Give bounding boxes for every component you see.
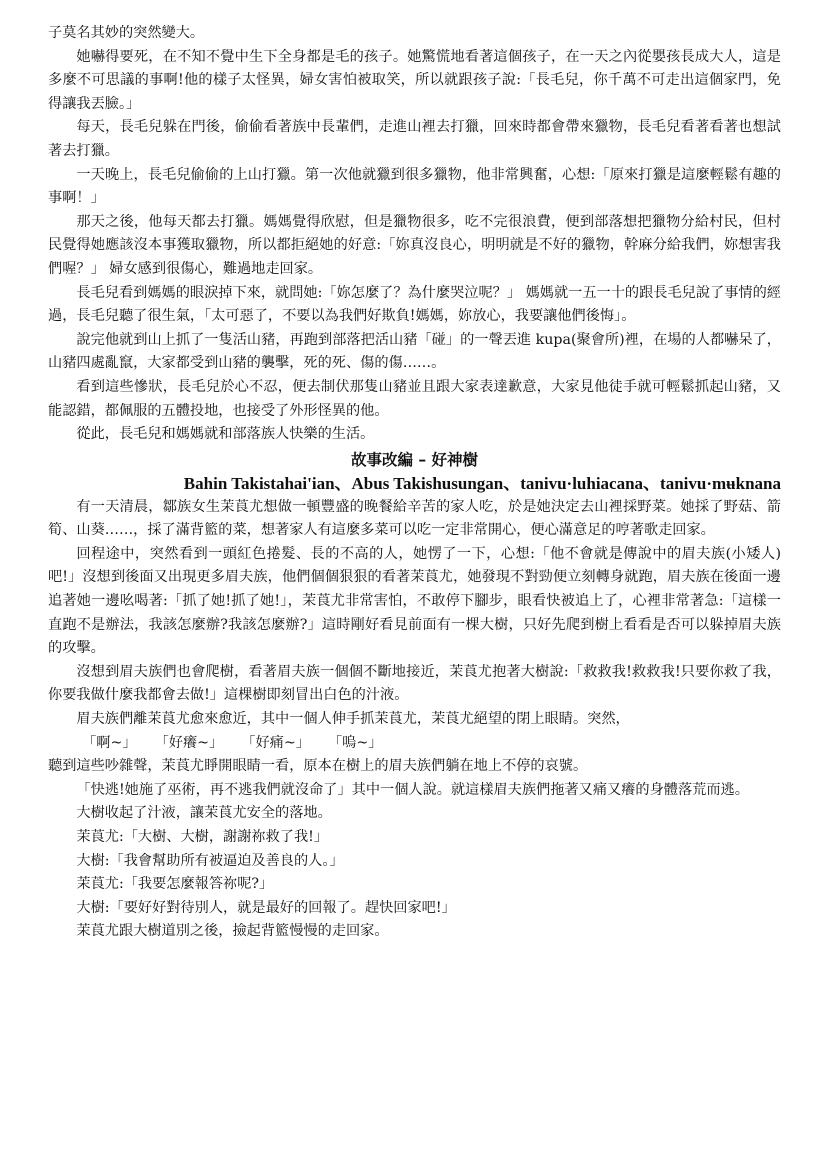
paragraph: 聽到這些吵雜聲，茉莨尤睜開眼睛一看，原本在樹上的眉夫族們躺在地上不停的哀號。 bbox=[48, 758, 588, 775]
paragraph: 長毛兒看到媽媽的眼淚掉下來，就問她:「妳怎麼了？為什麼哭泣呢？」 媽媽就一五一十的跟長毛兒說了事情的經過，長毛兒聽了很生氣，「太可惡了，不要以為我們好欺負!媽媽，妳放心，我要讓他們後悔」。 bbox=[48, 284, 781, 325]
dialogue-line: 茉莨尤跟大樹道別之後，撿起背籃慢慢的走回家。 bbox=[76, 923, 389, 940]
section-heading: 故事改編 – 好神樹 bbox=[350, 449, 479, 469]
paragraph: 從此，長毛兒和媽媽就和部落族人快樂的生活。 bbox=[76, 426, 375, 443]
paragraph: 一天晚上，長毛兒偷偷的上山打獵。第一次他就獵到很多獵物，他非常興奮，心想:「原來打獵是這麼輕鬆有趣的事啊！」 bbox=[48, 166, 781, 207]
dialogue-line: 大樹:「我會幫助所有被逼迫及善良的人。」 bbox=[76, 852, 344, 869]
paragraph: 沒想到眉夫族們也會爬樹，看著眉夫族一個個不斷地接近，茉莨尤抱著大樹說:「救救我!救救我!只要你救了我，你要我做什麼我都會去做!」這棵樹即刻冒出白色的汁液。 bbox=[48, 663, 781, 704]
dialogue-line: 大樹:「要好好對待別人，就是最好的回報了。趕快回家吧!」 bbox=[76, 899, 456, 916]
paragraph: 說完他就到山上抓了一隻活山豬，再跑到部落把活山豬「碰」的一聲丟進 kupa(聚會所)裡，在場的人都嚇呆了，山豬四處亂竄，大家都受到山豬的襲擊，死的死、傷的傷……。 bbox=[48, 331, 781, 372]
paragraph: 每天，長毛兒躲在門後，偷偷看著族中長輩們，走進山裡去打獵，回來時都會帶來獵物，長毛兒看著看著也想試著去打獵。 bbox=[48, 119, 781, 159]
paragraph: 那天之後，他每天都去打獵。媽媽覺得欣慰，但是獵物很多，吃不完很浪費，便到部落想把獵物分給村民，但村民覺得她應該沒本事獲取獵物，所以都拒絕她的好意:「妳真沒良心，明明就是不好的獵物，幹麻分給我們，妳想害我們喔？」 婦女感到很傷心，難過地走回家。 bbox=[48, 213, 781, 277]
exclamation: 「好痛~」 bbox=[241, 734, 310, 751]
dialogue-line: 茉莨尤:「我要怎麼報答祢呢?」 bbox=[76, 876, 274, 893]
exclamation: 「啊~」 bbox=[82, 734, 137, 751]
paragraph: 有一天清晨，鄒族女生茉莨尤想做一頓豐盛的晚餐給辛苦的家人吃，於是她決定去山裡採野菜。她採了野菇、箭筍、山葵……，採了滿背籃的菜，想著家人有這麼多菜可以吃一定非常開心，便心滿意足的哼著歌走回家。 bbox=[48, 498, 781, 539]
dialogue-line: 大樹收起了汁液，讓茉莨尤安全的落地。 bbox=[76, 805, 332, 822]
exclamation: 「嗚~」 bbox=[327, 734, 383, 751]
paragraph: 眉夫族們離茉莨尤愈來愈近，其中一個人伸手抓茉莨尤，茉莨尤絕望的閉上眼睛。突然， bbox=[76, 711, 630, 728]
exclamation: 「好癢~」 bbox=[154, 734, 224, 751]
paragraph: 看到這些慘狀，長毛兒於心不忍，便去制伏那隻山豬並且跟大家表達歉意，大家見他徒手就可輕鬆抓起山豬，又能認錯，都佩服的五體投地，也接受了外形怪異的他。 bbox=[48, 378, 781, 419]
exclamation-line bbox=[48, 732, 781, 756]
paragraph: 「快逃!她施了巫術，再不逃我們就沒命了」其中一個人說。就這樣眉夫族們拖著又痛又癢的身體落荒而逃。 bbox=[76, 781, 749, 798]
paragraph: 她嚇得要死，在不知不覺中生下全身都是毛的孩子。她驚慌地看著這個孩子，在一天之內從嬰孩長成大人，這是多麼不可思議的事啊!他的樣子太怪異，婦女害怕被取笑，所以就跟孩子說:「長毛兒，你千萬不可走出這個家門，免得讓我丟臉。」 bbox=[48, 48, 781, 112]
paragraph: 回程途中，突然看到一頭紅色捲髮、長的不高的人，她愣了一下，心想:「他不會就是傳說中的眉夫族(小矮人)吧!」沒想到後面又出現更多眉夫族，他們個個狠狠的看著茉莨尤，她發現不對勁便立刻轉身就跑，眉夫族在後面一邊追著她一邊吆喝著:「抓了她!抓了她!」，茉莨尤非常害怕，不敢停下腳步，眼看快被追上了，心裡非常著急:「這樣一直跑不是辦法，我該怎麼辦?我該怎麼辦?」這時剛好看見前面有一棵大樹，只好先爬到樹上看看是否可以躲掉眉夫族的攻擊。 bbox=[48, 545, 781, 657]
dialogue-line: 茉莨尤:「大樹、大樹，謝謝祢救了我!」 bbox=[76, 829, 329, 845]
paragraph: 子莫名其妙的突然變大。 bbox=[48, 25, 205, 41]
document-page bbox=[48, 22, 781, 944]
author-line: Bahin Takistahai'ian、Abus Takishusungan、tanivu·luhiacana、tanivu·mʉknana bbox=[183, 473, 781, 493]
